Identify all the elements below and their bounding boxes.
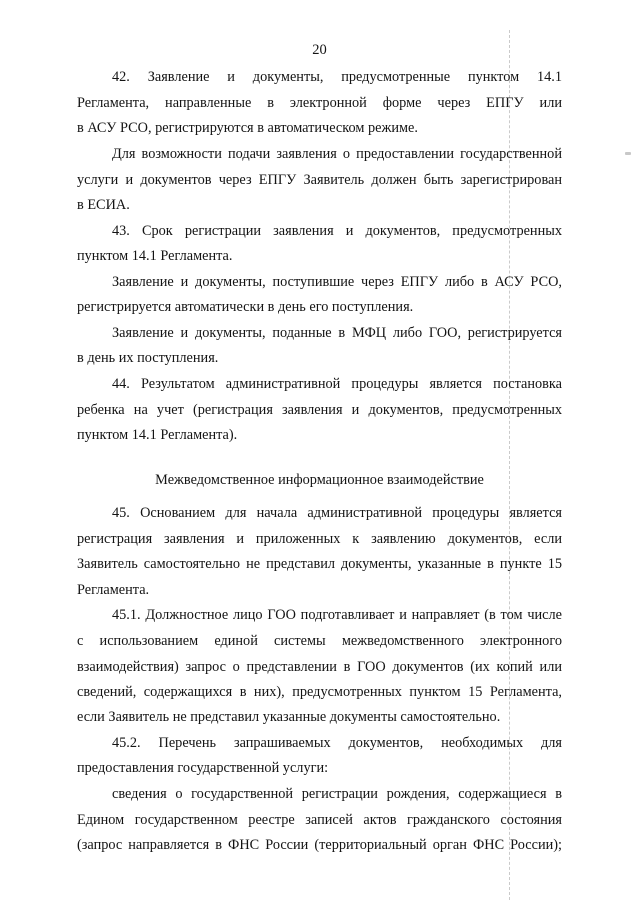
text-line: Заявление и документы, поступившие через ЕПГУ либо в АСУ РСО, — [112, 274, 562, 290]
text-line: предоставления государственной услуги: — [77, 760, 329, 776]
text-line: 43. Срок регистрации заявления и документов, предусмотренных — [112, 223, 562, 239]
text-line: 44. Результатом административной процедуры является постановка — [112, 376, 562, 392]
text-line: Для возможности подачи заявления о предоставлении государственной — [112, 146, 562, 162]
text-line: если Заявитель не представил указанные документы самостоятельно. — [77, 709, 501, 725]
text-line: регистрируется автоматически в день его поступления. — [77, 299, 414, 315]
text-line: 45.1. Должностное лицо ГОО подготавливает и направляет (в том числе — [112, 607, 562, 623]
page-number: 20 — [312, 42, 327, 58]
text-line: 45.2. Перечень запрашиваемых документов, необходимых для — [112, 735, 562, 751]
text-line: Заявление и документы, поданные в МФЦ либо ГОО, регистрируется — [112, 325, 562, 341]
text-line: с использованием единой системы межведомственного электронного — [77, 633, 562, 649]
text-line: регистрация заявления и приложенных к заявлению документов, если — [77, 531, 562, 547]
text-line: услуги и документов через ЕПГУ Заявитель должен быть зарегистрирован — [77, 172, 562, 188]
text-line: Регламента. — [77, 582, 150, 598]
text-line: сведения о государственной регистрации рождения, содержащиеся в — [112, 786, 562, 802]
text-line: ребенка на учет (регистрация заявления и документов, предусмотренных — [77, 402, 562, 418]
text-line: Регламента, направленные в электронной форме через ЕПГУ или — [77, 95, 562, 111]
scan-artifact — [625, 152, 631, 155]
text-line: пунктом 14.1 Регламента. — [77, 248, 233, 264]
text-line: в АСУ РСО, регистрируются в автоматическом режиме. — [77, 120, 418, 136]
text-line: Заявитель самостоятельно не представил документы, указанные в пункте 15 — [77, 556, 562, 572]
text-line: Едином государственном реестре записей актов гражданского состояния — [77, 812, 562, 828]
text-line: (запрос направляется в ФНС России (территориальный орган ФНС России); — [77, 837, 562, 853]
text-line: 45. Основанием для начала административной процедуры является — [112, 505, 562, 521]
text-line: сведений, содержащихся в них), предусмотренных пунктом 15 Регламента, — [77, 684, 562, 700]
text-line: пунктом 14.1 Регламента). — [77, 427, 238, 443]
text-line: взаимодействия) запрос о представлении в ГОО документов (их копий или — [77, 659, 562, 675]
section-heading: Межведомственное информационное взаимодействие — [155, 472, 484, 488]
text-line: 42. Заявление и документы, предусмотренные пунктом 14.1 — [112, 69, 562, 85]
text-line: в ЕСИА. — [77, 197, 130, 213]
text-line: в день их поступления. — [77, 350, 219, 366]
